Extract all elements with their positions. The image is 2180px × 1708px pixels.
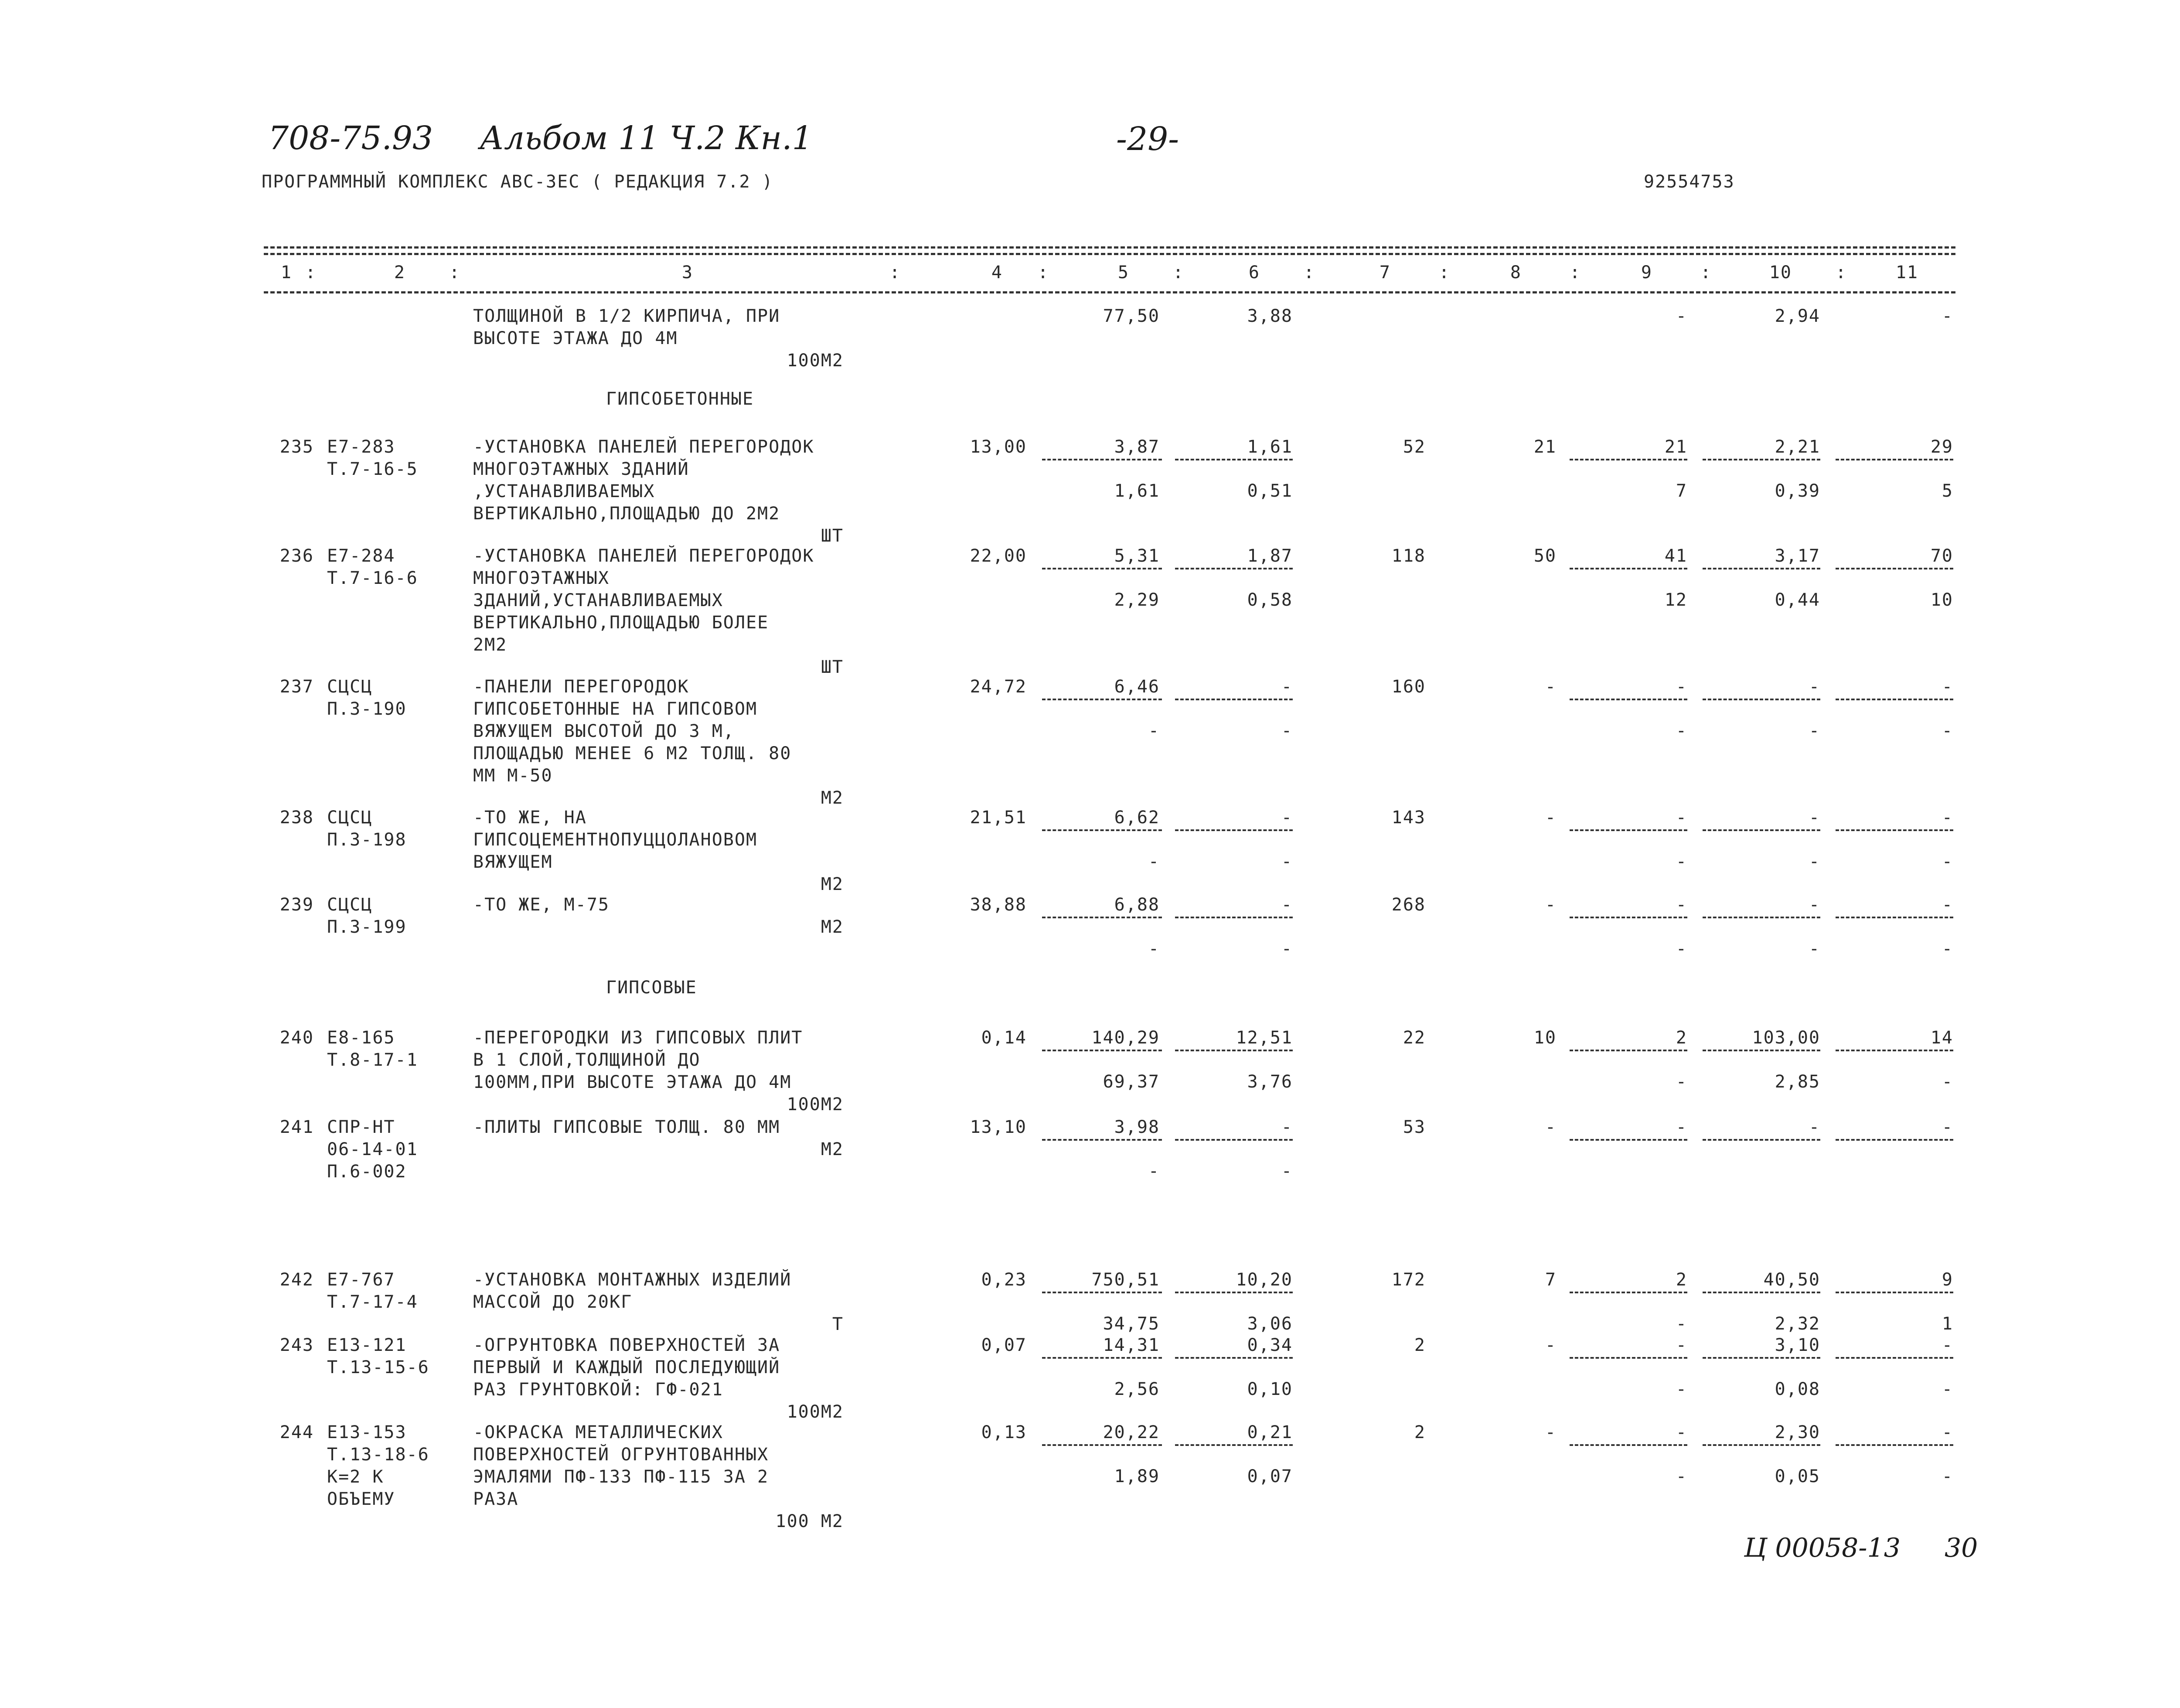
cell-divider-c11 [1836, 1050, 1953, 1051]
cell-divider-c11 [1836, 568, 1953, 569]
row-description: -ТО ЖЕ, М-75 [473, 895, 610, 915]
cell-divider-c11 [1836, 829, 1953, 831]
row-number: 240 [279, 1028, 314, 1048]
row-unit: М2 [821, 1139, 844, 1159]
row-unit: ШТ [821, 657, 844, 677]
cell-c10: 40,50 [1763, 1270, 1820, 1290]
row-code: К=2 К [327, 1467, 384, 1487]
cell-c5: 14,31 [1103, 1335, 1160, 1355]
cell-c10-lower: 0,08 [1775, 1379, 1820, 1399]
cell-c10: 2,21 [1775, 437, 1820, 457]
cell-c10: 3,17 [1775, 546, 1820, 566]
row-description: -ОКРАСКА МЕТАЛЛИЧЕСКИХ [473, 1422, 723, 1442]
cell-divider-c9 [1570, 829, 1687, 831]
cell-divider-c9 [1570, 1444, 1687, 1446]
cell-c10-lower: 2,32 [1775, 1314, 1820, 1334]
cell-divider-c10 [1703, 1357, 1820, 1359]
cell-c9: - [1676, 306, 1687, 326]
cell-c9: 2 [1676, 1270, 1687, 1290]
cell-c9-lower: - [1676, 1466, 1687, 1486]
row-number: 238 [279, 808, 314, 828]
cell-c6-lower: - [1281, 939, 1293, 959]
row-number: 235 [279, 437, 314, 457]
cell-c6: 1,87 [1247, 546, 1293, 566]
row-code: Е8-165 [327, 1028, 395, 1048]
row-unit: М2 [821, 917, 844, 937]
cell-c7: 172 [1391, 1270, 1426, 1290]
cell-c8: - [1545, 808, 1557, 828]
cell-c4: 24,72 [970, 677, 1027, 697]
cell-divider-c9 [1570, 1050, 1687, 1051]
cell-c9: 2 [1676, 1028, 1687, 1048]
cell-c7: 160 [1391, 677, 1426, 697]
cell-c7: 22 [1403, 1028, 1426, 1048]
cell-c8: - [1545, 1335, 1557, 1355]
serial-number: 92554753 [1644, 172, 1735, 192]
cell-c5: 20,22 [1103, 1422, 1160, 1442]
cell-divider-c5 [1042, 568, 1162, 569]
cell-c5: 750,51 [1091, 1270, 1160, 1290]
cell-c6: - [1281, 808, 1293, 828]
row-description: -УСТАНОВКА ПАНЕЛЕЙ ПЕРЕГОРОДОК [473, 546, 814, 566]
cell-c5: 77,50 [1103, 306, 1160, 326]
cell-c4: 0,14 [981, 1028, 1027, 1048]
section-heading: ГИПСОБЕТОННЫЕ [606, 389, 754, 409]
column-divider: : [1304, 263, 1315, 283]
row-unit: ШТ [821, 526, 844, 546]
cell-c8: - [1545, 1117, 1557, 1137]
column-header-11: 11 [1895, 263, 1918, 283]
cell-divider-c11 [1836, 1357, 1953, 1359]
cell-divider-c6 [1175, 699, 1293, 700]
cell-c11: 14 [1930, 1028, 1953, 1048]
cell-c5-lower: 1,61 [1114, 481, 1160, 501]
cell-c6-lower: - [1281, 852, 1293, 872]
cell-divider-c6 [1175, 917, 1293, 918]
cell-c6-lower: 0,07 [1247, 1466, 1293, 1486]
cell-c6-lower: 3,76 [1247, 1072, 1293, 1092]
section-heading: ГИПСОВЫЕ [606, 978, 697, 998]
table-top-rule-1 [264, 246, 1955, 249]
cell-c11-lower: - [1942, 852, 1953, 872]
column-header-7: 7 [1379, 263, 1391, 283]
row-code: ОБЪЕМУ [327, 1489, 395, 1509]
cell-c9-lower: - [1676, 852, 1687, 872]
row-description: -ТО ЖЕ, НА [473, 808, 587, 828]
cell-c9-lower: - [1676, 721, 1687, 741]
row-description: ТОЛЩИНОЙ В 1/2 КИРПИЧА, ПРИ [473, 306, 780, 326]
column-header-2: 2 [394, 263, 405, 283]
cell-divider-c9 [1570, 1357, 1687, 1359]
cell-c4: 13,10 [970, 1117, 1027, 1137]
column-divider: : [1038, 263, 1049, 283]
row-description: МАССОЙ ДО 20КГ [473, 1292, 633, 1312]
cell-c10: 2,94 [1775, 306, 1820, 326]
cell-c5-lower: 34,75 [1103, 1314, 1160, 1334]
row-description: ГИПСОЦЕМЕНТНОПУЦЦОЛАНОВОМ [473, 830, 758, 850]
cell-c9-lower: 12 [1664, 590, 1687, 610]
cell-c5: 6,62 [1114, 808, 1160, 828]
row-number: 237 [279, 677, 314, 697]
cell-c11-lower: - [1942, 721, 1953, 741]
row-code: Т.13-18-6 [327, 1445, 429, 1465]
cell-divider-c10 [1703, 1444, 1820, 1446]
cell-c6-lower: 3,06 [1247, 1314, 1293, 1334]
cell-c6-lower: 0,10 [1247, 1379, 1293, 1399]
cell-c5: 3,98 [1114, 1117, 1160, 1137]
row-description: -ПЛИТЫ ГИПСОВЫЕ ТОЛЩ. 80 ММ [473, 1117, 780, 1137]
album-ref: Альбом 11 Ч.2 Кн.1 [480, 119, 813, 157]
sheet-number: 30 [1945, 1533, 1978, 1563]
cell-c9: 21 [1664, 437, 1687, 457]
cell-c7: 143 [1391, 808, 1426, 828]
row-description: -ОГРУНТОВКА ПОВЕРХНОСТЕЙ ЗА [473, 1335, 780, 1355]
cell-divider-c5 [1042, 459, 1162, 460]
cell-c10-lower: 0,44 [1775, 590, 1820, 610]
cell-c5-lower: - [1148, 721, 1160, 741]
row-code: 06-14-01 [327, 1139, 418, 1159]
row-number: 239 [279, 895, 314, 915]
cell-c8: 7 [1545, 1270, 1557, 1290]
cell-divider-c5 [1042, 699, 1162, 700]
row-code: Т.8-17-1 [327, 1050, 418, 1070]
cell-c10: 3,10 [1775, 1335, 1820, 1355]
column-header-5: 5 [1117, 263, 1129, 283]
cell-c5-lower: 69,37 [1103, 1072, 1160, 1092]
column-header-10: 10 [1769, 263, 1792, 283]
cell-c11: 29 [1930, 437, 1953, 457]
row-code: СПР-НТ [327, 1117, 395, 1137]
cell-divider-c10 [1703, 459, 1820, 460]
column-header-3: 3 [681, 263, 693, 283]
cell-c4: 38,88 [970, 895, 1027, 915]
cell-c11: - [1942, 677, 1953, 697]
archive-code: Ц 00058-13 [1744, 1533, 1901, 1563]
cell-c11: - [1942, 306, 1953, 326]
cell-c6: 0,34 [1247, 1335, 1293, 1355]
program-line: ПРОГРАММНЫЙ КОМПЛЕКС АВС-3ЕС ( РЕДАКЦИЯ 7.2 ) [262, 172, 773, 192]
row-unit: М2 [821, 788, 844, 808]
row-unit: 100М2 [787, 351, 844, 371]
cell-divider-c6 [1175, 1444, 1293, 1446]
cell-c10: - [1809, 1117, 1820, 1137]
cell-c6-lower: - [1281, 1161, 1293, 1181]
table-top-rule-2 [264, 253, 1955, 255]
cell-divider-c5 [1042, 917, 1162, 918]
cell-c5: 140,29 [1091, 1028, 1160, 1048]
cell-c10: - [1809, 808, 1820, 828]
cell-divider-c6 [1175, 829, 1293, 831]
cell-divider-c9 [1570, 459, 1687, 460]
cell-c9: - [1676, 1117, 1687, 1137]
cell-divider-c6 [1175, 1357, 1293, 1359]
cell-divider-c10 [1703, 568, 1820, 569]
cell-c6: 12,51 [1236, 1028, 1293, 1048]
row-description: ,УСТАНАВЛИВАЕМЫХ [473, 481, 655, 501]
cell-c5: 3,87 [1114, 437, 1160, 457]
cell-c10-lower: - [1809, 721, 1820, 741]
cell-c6: - [1281, 1117, 1293, 1137]
row-code: П.6-002 [327, 1162, 407, 1182]
column-header-9: 9 [1641, 263, 1652, 283]
row-number: 241 [279, 1117, 314, 1137]
cell-c11: - [1942, 895, 1953, 915]
cell-c10: 2,30 [1775, 1422, 1820, 1442]
row-code: П.3-198 [327, 830, 407, 850]
header-bottom-rule [264, 291, 1955, 293]
row-code: СЦСЦ [327, 808, 373, 828]
cell-c11-lower: 1 [1942, 1314, 1953, 1334]
cell-c8: - [1545, 677, 1557, 697]
cell-divider-c11 [1836, 1139, 1953, 1141]
cell-c4: 13,00 [970, 437, 1027, 457]
cell-c11: - [1942, 1117, 1953, 1137]
cell-c11: - [1942, 808, 1953, 828]
cell-c5-lower: 2,29 [1114, 590, 1160, 610]
row-code: П.3-190 [327, 699, 407, 719]
cell-c6: 3,88 [1247, 306, 1293, 326]
cell-divider-c5 [1042, 829, 1162, 831]
column-divider: : [1439, 263, 1451, 283]
cell-divider-c5 [1042, 1357, 1162, 1359]
row-code: Е7-284 [327, 546, 395, 566]
row-description: РАЗ ГРУНТОВКОЙ: ГФ-021 [473, 1380, 723, 1400]
cell-divider-c9 [1570, 917, 1687, 918]
cell-divider-c10 [1703, 1050, 1820, 1051]
cell-c7: 2 [1414, 1422, 1426, 1442]
cell-divider-c10 [1703, 829, 1820, 831]
row-description: РАЗА [473, 1489, 519, 1509]
row-number: 244 [279, 1422, 314, 1442]
cell-c9: - [1676, 808, 1687, 828]
row-unit: 100М2 [787, 1094, 844, 1115]
cell-divider-c5 [1042, 1444, 1162, 1446]
cell-c5-lower: 1,89 [1114, 1466, 1160, 1486]
cell-c11-lower: 10 [1930, 590, 1953, 610]
row-code: СЦСЦ [327, 895, 373, 915]
column-header-1: 1 [280, 263, 292, 283]
row-description: -ПЕРЕГОРОДКИ ИЗ ГИПСОВЫХ ПЛИТ [473, 1028, 803, 1048]
page-number: -29- [1116, 120, 1179, 158]
cell-c10-lower: - [1809, 939, 1820, 959]
cell-c10-lower: 0,05 [1775, 1466, 1820, 1486]
cell-c6: - [1281, 895, 1293, 915]
row-code: Е13-153 [327, 1422, 407, 1442]
cell-c11-lower: 5 [1942, 481, 1953, 501]
cell-c10-lower: 2,85 [1775, 1072, 1820, 1092]
row-description: ВЯЖУЩЕМ ВЫСОТОЙ ДО 3 М, [473, 721, 735, 741]
row-description: ВЯЖУЩЕМ [473, 852, 553, 872]
cell-divider-c10 [1703, 699, 1820, 700]
cell-divider-c11 [1836, 459, 1953, 460]
cell-c11: - [1942, 1335, 1953, 1355]
row-number: 243 [279, 1335, 314, 1355]
cell-c8: - [1545, 1422, 1557, 1442]
cell-c4: 0,23 [981, 1270, 1027, 1290]
cell-c5: 6,46 [1114, 677, 1160, 697]
row-number: 242 [279, 1270, 314, 1290]
cell-c10: - [1809, 895, 1820, 915]
row-description: 100ММ,ПРИ ВЫСОТЕ ЭТАЖА ДО 4М [473, 1072, 792, 1092]
row-unit: 100 М2 [775, 1511, 844, 1531]
cell-c11-lower: - [1942, 939, 1953, 959]
column-divider: : [1570, 263, 1581, 283]
column-divider: : [1836, 263, 1847, 283]
cell-c10: - [1809, 677, 1820, 697]
cell-c6: 10,20 [1236, 1270, 1293, 1290]
row-description: ПОВЕРХНОСТЕЙ ОГРУНТОВАННЫХ [473, 1445, 769, 1465]
row-description: ГИПСОБЕТОННЫЕ НА ГИПСОВОМ [473, 699, 758, 719]
row-description: ВЕРТИКАЛЬНО,ПЛОЩАДЬЮ ДО 2М2 [473, 504, 780, 524]
cell-divider-c6 [1175, 1292, 1293, 1293]
row-code: СЦСЦ [327, 677, 373, 697]
cell-c9-lower: - [1676, 1072, 1687, 1092]
cell-c9: - [1676, 895, 1687, 915]
cell-c9: - [1676, 677, 1687, 697]
cell-c4: 0,13 [981, 1422, 1027, 1442]
row-number: 236 [279, 546, 314, 566]
column-divider: : [1700, 263, 1712, 283]
cell-c9-lower: - [1676, 1314, 1687, 1334]
row-code: Т.13-15-6 [327, 1357, 429, 1377]
cell-c9-lower: 7 [1676, 481, 1687, 501]
cell-divider-c9 [1570, 1292, 1687, 1293]
cell-c11: 70 [1930, 546, 1953, 566]
row-description: ПЕРВЫЙ И КАЖДЫЙ ПОСЛЕДУЮЩИЙ [473, 1357, 780, 1377]
column-divider: : [449, 263, 461, 283]
cell-c9-lower: - [1676, 939, 1687, 959]
column-header-4: 4 [991, 263, 1003, 283]
cell-divider-c10 [1703, 1139, 1820, 1141]
cell-c8: - [1545, 895, 1557, 915]
cell-divider-c11 [1836, 699, 1953, 700]
cell-c8: 21 [1533, 437, 1557, 457]
row-code: Е7-767 [327, 1270, 395, 1290]
cell-c11-lower: - [1942, 1466, 1953, 1486]
cell-divider-c9 [1570, 699, 1687, 700]
cell-divider-c11 [1836, 917, 1953, 918]
cell-divider-c5 [1042, 1050, 1162, 1051]
row-unit: 100М2 [787, 1402, 844, 1422]
cell-c9: - [1676, 1422, 1687, 1442]
cell-c10-lower: - [1809, 852, 1820, 872]
row-description: ЗДАНИЙ,УСТАНАВЛИВАЕМЫХ [473, 590, 723, 610]
row-description: -УСТАНОВКА ПАНЕЛЕЙ ПЕРЕГОРОДОК [473, 437, 814, 457]
cell-c5: 5,31 [1114, 546, 1160, 566]
cell-c6: 0,21 [1247, 1422, 1293, 1442]
cell-c7: 118 [1391, 546, 1426, 566]
row-description: -УСТАНОВКА МОНТАЖНЫХ ИЗДЕЛИЙ [473, 1270, 792, 1290]
row-description: 2М2 [473, 635, 508, 655]
column-divider: : [305, 263, 317, 283]
row-code: Т.7-17-4 [327, 1292, 418, 1312]
cell-c7: 268 [1391, 895, 1426, 915]
cell-c10-lower: 0,39 [1775, 481, 1820, 501]
row-description: ММ М-50 [473, 766, 553, 786]
row-description: В 1 СЛОЙ,ТОЛЩИНОЙ ДО [473, 1050, 701, 1070]
row-description: МНОГОЭТАЖНЫХ [473, 568, 610, 588]
cell-c7: 53 [1403, 1117, 1426, 1137]
cell-c9-lower: - [1676, 1379, 1687, 1399]
column-divider: : [889, 263, 901, 283]
cell-c10: 103,00 [1752, 1028, 1820, 1048]
column-divider: : [1173, 263, 1185, 283]
cell-c6: - [1281, 677, 1293, 697]
row-code: Е13-121 [327, 1335, 407, 1355]
cell-c8: 50 [1533, 546, 1557, 566]
cell-divider-c10 [1703, 917, 1820, 918]
doc-code: 708-75.93 [268, 119, 433, 157]
row-unit: М2 [821, 874, 844, 894]
cell-c11-lower: - [1942, 1379, 1953, 1399]
row-description: ВЕРТИКАЛЬНО,ПЛОЩАДЬЮ БОЛЕЕ [473, 613, 769, 633]
cell-c4: 21,51 [970, 808, 1027, 828]
row-code: П.3-199 [327, 917, 407, 937]
cell-divider-c10 [1703, 1292, 1820, 1293]
cell-divider-c5 [1042, 1292, 1162, 1293]
cell-c6: 1,61 [1247, 437, 1293, 457]
cell-c4: 22,00 [970, 546, 1027, 566]
row-unit: Т [832, 1314, 844, 1334]
cell-divider-c9 [1570, 1139, 1687, 1141]
cell-c8: 10 [1533, 1028, 1557, 1048]
cell-divider-c6 [1175, 459, 1293, 460]
cell-c7: 52 [1403, 437, 1426, 457]
column-header-8: 8 [1510, 263, 1522, 283]
cell-c5-lower: 2,56 [1114, 1379, 1160, 1399]
cell-c6-lower: 0,51 [1247, 481, 1293, 501]
cell-c11: 9 [1942, 1270, 1953, 1290]
row-description: ПЛОЩАДЬЮ МЕНЕЕ 6 М2 ТОЛЩ. 80 [473, 743, 792, 764]
cell-c9: - [1676, 1335, 1687, 1355]
cell-divider-c9 [1570, 568, 1687, 569]
cell-c5-lower: - [1148, 939, 1160, 959]
cell-c5-lower: - [1148, 1161, 1160, 1181]
cell-divider-c6 [1175, 568, 1293, 569]
cell-divider-c6 [1175, 1139, 1293, 1141]
cell-divider-c11 [1836, 1444, 1953, 1446]
row-description: ЭМАЛЯМИ ПФ-133 ПФ-115 ЗА 2 [473, 1467, 769, 1487]
row-description: ВЫСОТЕ ЭТАЖА ДО 4М [473, 328, 678, 348]
row-code: Т.7-16-5 [327, 459, 418, 479]
cell-divider-c5 [1042, 1139, 1162, 1141]
cell-c5: 6,88 [1114, 895, 1160, 915]
cell-divider-c11 [1836, 1292, 1953, 1293]
row-code: Е7-283 [327, 437, 395, 457]
cell-divider-c6 [1175, 1050, 1293, 1051]
column-header-6: 6 [1248, 263, 1260, 283]
cell-c11-lower: - [1942, 1072, 1953, 1092]
cell-c7: 2 [1414, 1335, 1426, 1355]
row-description: -ПАНЕЛИ ПЕРЕГОРОДОК [473, 677, 689, 697]
cell-c6-lower: - [1281, 721, 1293, 741]
cell-c5-lower: - [1148, 852, 1160, 872]
row-code: Т.7-16-6 [327, 568, 418, 588]
cell-c4: 0,07 [981, 1335, 1027, 1355]
cell-c6-lower: 0,58 [1247, 590, 1293, 610]
cell-c9: 41 [1664, 546, 1687, 566]
cell-c11: - [1942, 1422, 1953, 1442]
row-description: МНОГОЭТАЖНЫХ ЗДАНИЙ [473, 459, 689, 479]
